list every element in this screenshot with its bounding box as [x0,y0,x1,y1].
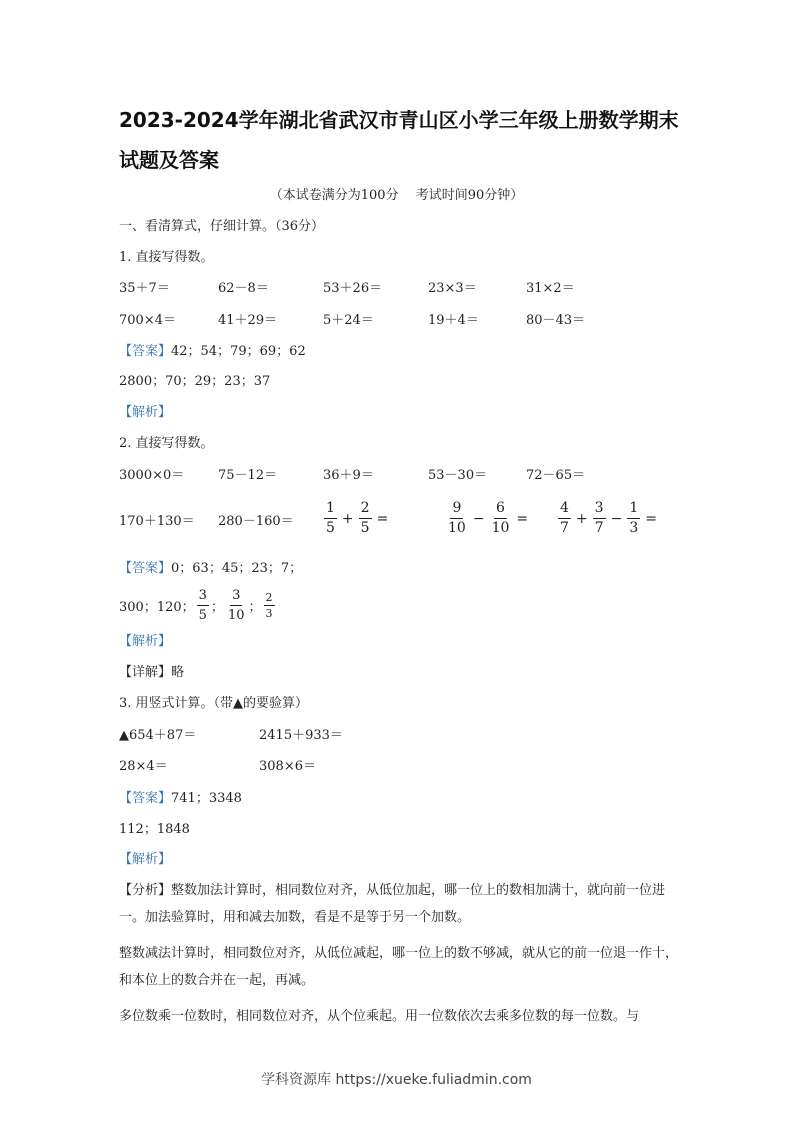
analysis-tag: 【解析】 [119,405,172,420]
answer-text: 0；63；45；23；7； [171,561,303,576]
analysis-paragraph-1: 【分析】整数加法计算时，相同数位对齐，从低位加起，哪一位上的数相加满十，就向前一位进一。加法验算时，用和减去加数，看是不是等于另一个加数。 [119,883,666,925]
answer-text: 300；120； [119,600,195,615]
analysis-tag: 【解析】 [119,852,172,867]
fraction: 9 10 [448,500,466,536]
q2-answer [119,559,302,579]
fraction-expression-3: 4 7 + $\frac{3}{7}$ − $\frac{1}{3}$ = [560,500,657,536]
q2-item: 36＋9＝ [323,468,374,483]
q1-item: 700×4＝ [119,313,176,328]
answer-tag: 【答案】 [119,791,172,806]
q1-item: 53＋26＝ [323,281,383,296]
detail-tag: 【详解】 [119,665,172,680]
fraction: 3 5 [198,588,207,623]
q2-item: 3000×0＝ [119,468,185,483]
fraction: $\frac{1}{3}$ [629,500,639,536]
q1-item: 31×2＝ [526,281,575,296]
q2-answer-line-2: 300；120； 3 5 ； 3 10 ； 2 3 [119,588,273,623]
q2-item: 72－65＝ [526,468,586,483]
q1-item: 5＋24＝ [323,313,374,328]
q2-item: 75－12＝ [218,468,278,483]
q3-answer [119,789,242,809]
question-1-label: 1. 直接写得数。 [119,250,214,265]
q1-item: 62－8＝ [218,281,269,296]
detail-line [119,663,184,683]
q1-item: 19＋4＝ [428,313,479,328]
fraction: 1 5 [326,500,335,536]
footer-watermark: 学科资源库 https://xueke.fuliadmin.com [261,1072,532,1088]
q1-answer-line-2: 2800；70；29；23；37 [119,374,271,389]
q2-item: 280－160＝ [218,514,294,529]
answer-tag: 【答案】 [119,561,172,576]
section-heading-1: 一、看清算式，仔细计算。（36分） [119,219,325,234]
q1-item: 23×3＝ [428,281,477,296]
fraction: $\frac{3}{7}$ [594,500,604,536]
fraction: 3 10 [227,588,245,623]
q3-answer-line-2: 112；1848 [119,822,190,837]
q3-item: 2415＋933＝ [259,728,343,743]
answer-text: 741；3348 [171,791,242,806]
q1-item: 41＋29＝ [218,313,278,328]
detail-text: 略 [171,665,185,680]
answer-text: 42；54；79；69；62 [171,344,306,359]
fraction: 4 7 [560,500,569,536]
analysis-tag: 【解析】 [119,634,172,649]
question-3-label: 3. 用竖式计算。（带▲的要验算） [119,696,309,711]
q1-item: 80－43＝ [526,313,586,328]
q2-item: 170＋130＝ [119,514,195,529]
analysis-paragraph-2: 整数减法计算时，相同数位对齐，从低位减起，哪一位上的数不够减，就从它的前一位退一作十，和本位上的数合并在一起，再减。 [119,946,679,988]
q2-item: 53－30＝ [428,468,488,483]
fraction-expression-2: 9 10 − $\frac{6}{10}$ = [448,500,529,536]
q3-item: 308×6＝ [259,759,316,774]
q3-item: 28×4＝ [119,759,168,774]
q3-item: ▲654＋87＝ [119,728,197,743]
q1-answer [119,342,306,362]
fraction: 2 3 [265,591,273,620]
analysis-paragraph-3: 多位数乘一位数时，相同数位对齐，从个位乘起。用一位数依次去乘多位数的每一位数。与 [119,1009,640,1024]
fraction: $\frac{6}{10}$ [491,500,510,536]
exam-info: （本试卷满分为100分 考试时间90分钟） [269,188,524,203]
document-title: 2023-2024学年湖北省武汉市青山区小学三年级上册数学期末试题及答案 [119,108,679,172]
q1-item: 35＋7＝ [119,281,170,296]
analysis-label: 【分析】 [119,883,172,898]
question-2-label: 2. 直接写得数。 [119,436,214,451]
fraction: $\frac{2}{5}$ [360,500,370,536]
fraction-expression-1: 1 5 + $\frac{2}{5}$ = [326,500,389,536]
answer-tag: 【答案】 [119,344,172,359]
